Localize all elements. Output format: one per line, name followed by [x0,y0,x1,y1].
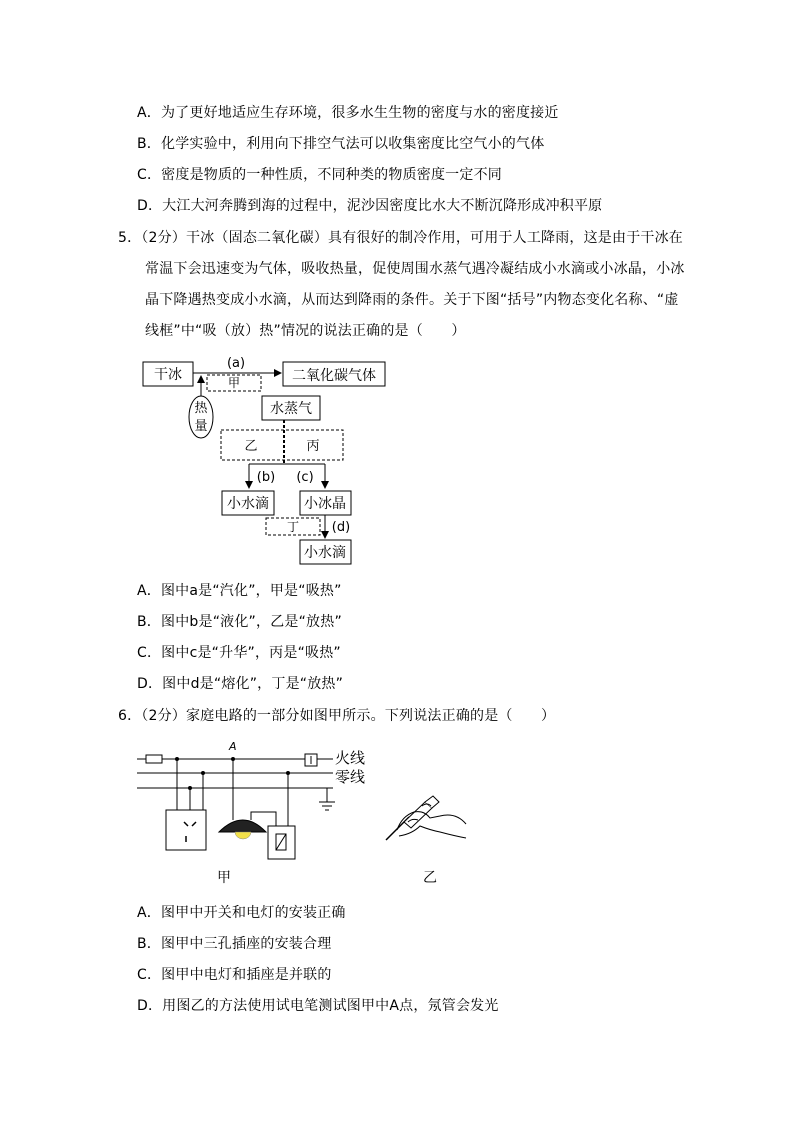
socket-hole-top-right [192,822,196,826]
neutral-wire-label: 零线 [335,768,366,786]
wall-switch-rocker [276,834,286,850]
q5-option-b: B．图中b是“液化”，乙是“放热” [137,614,342,630]
droplet-box-bottom [300,540,351,564]
yi-label: 乙 [244,439,258,454]
q4-option-c: C．密度是物质的一种性质，不同种类的物质密度一定不同 [137,167,502,183]
vapor-label: 水蒸气 [270,401,312,417]
q6-option-a: A．图甲中开关和电灯的安装正确 [137,905,346,921]
q4-option-a: A．为了更好地适应生存环境，很多水生生物的密度与水的密度接近 [137,105,559,121]
lamp-bulb [235,832,251,839]
q5-stem-line-3: 晶下降遇热变成小水滴，从而达到降雨的条件。关于下图“括号”内物态变化名称、“虚 [145,292,679,308]
node-1 [175,757,179,761]
co2-gas-label: 二氧化碳气体 [292,368,376,384]
q6-option-c: C．图甲中电灯和插座是并联的 [137,967,332,983]
q5-stem-line-1: 5．（2分）干冰（固态二氧化碳）具有很好的制冷作用，可用于人工降雨，这是由于干冰在 [118,230,684,246]
droplet-box-left [222,491,274,515]
ding-dashed-box [266,518,320,535]
caption-jia: 甲 [217,870,231,886]
vapor-box [262,396,320,420]
q5-stem-line-4: 线框”中“吸（放）热”情况的说法正确的是（ ） [145,323,466,339]
three-hole-socket [166,810,206,850]
ding-label: 丁 [286,520,300,534]
q4-option-d: D．大江大河奔腾到海的过程中，泥沙因密度比水大不断沉降形成冲积平原 [137,198,603,214]
node-2 [188,786,192,790]
point-a-label: A [229,740,237,753]
q5-option-d: D．图中d是“熔化”，丁是“放热” [137,676,344,692]
jia-label: 甲 [227,376,241,390]
heat-char-2: 量 [194,419,208,434]
live-wire-label: 火线 [335,749,366,767]
label-b: (b) [256,470,276,485]
fuse [146,755,162,763]
main-switch [305,754,317,766]
node-switch [286,771,290,775]
node-a [231,757,235,761]
lamp-to-switch-wire [251,812,276,826]
wall-switch [268,826,295,859]
test-pen-hand-figure [386,796,466,840]
label-a: (a) [226,356,246,371]
q5-stem-line-2: 常温下会迅速变为气体，吸收热量，促使周围水蒸气遇冷凝结成小水滴或小冰晶，小冰 [145,261,685,277]
socket-hole-top-left [184,822,188,826]
ice-crystal-label: 小冰晶 [304,496,346,512]
droplet-label-bottom: 小水滴 [304,545,346,561]
yi-bing-dashed-box [221,430,343,460]
jia-dashed-box [207,375,261,391]
q4-option-b: B．化学实验中，利用向下排空气法可以收集密度比空气小的气体 [137,136,545,152]
dry-ice-label: 干冰 [154,367,182,383]
dry-ice-box [143,362,193,386]
q5-option-a: A．图中a是“汽化”，甲是“吸热” [137,583,342,599]
ice-crystal-box [300,491,351,515]
lamp-shade [219,820,266,832]
label-d: (d) [331,520,351,535]
q6-stem: 6．（2分）家庭电路的一部分如图甲所示。下列说法正确的是（ ） [118,708,556,724]
wall-switch-mark [276,834,286,850]
label-c: (c) [296,470,314,485]
q5-option-c: C．图中c是“升华”，丙是“吸热” [137,645,341,661]
bing-label: 丙 [306,439,320,454]
co2-gas-box [283,362,385,386]
caption-yi: 乙 [423,870,437,886]
node-3 [201,771,205,775]
droplet-label-left: 小水滴 [227,496,269,512]
q6-option-b: B．图甲中三孔插座的安装合理 [137,936,332,952]
heat-char-1: 热 [194,401,208,416]
heat-oval [189,396,213,438]
q6-option-d: D．用图乙的方法使用试电笔测试图甲中A点，氖管会发光 [137,998,499,1014]
